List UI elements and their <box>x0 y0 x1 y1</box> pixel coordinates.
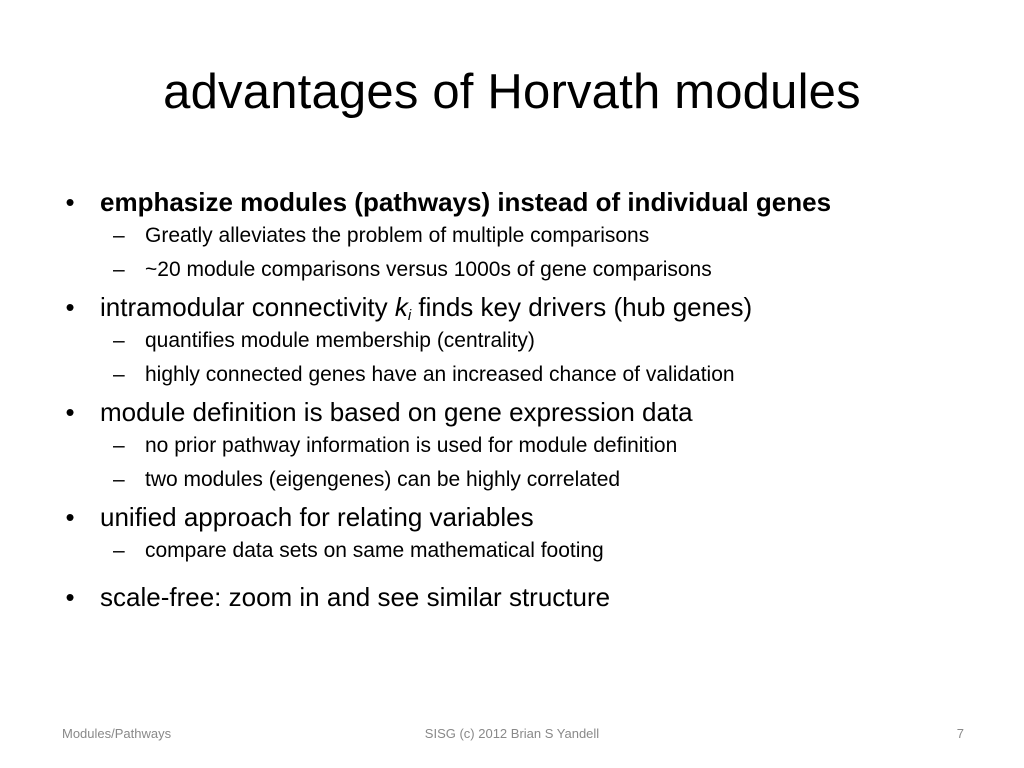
sub-marker: – <box>113 539 125 562</box>
sub-marker: – <box>113 224 125 247</box>
bullet-text-after: finds key drivers (hub genes) <box>411 292 753 322</box>
bullet-item <box>60 580 980 614</box>
sub-bullet-item <box>100 219 980 253</box>
sub-list <box>100 324 980 392</box>
bullet-marker: • <box>65 502 75 532</box>
sub-list <box>100 534 980 568</box>
sub-bullet-text: highly connected genes have an increased chance of validation <box>145 363 735 386</box>
bullet-item <box>60 185 980 287</box>
sub-bullet-item <box>100 253 980 287</box>
bullet-marker: • <box>65 187 75 217</box>
sub-bullet-item <box>100 324 980 358</box>
sub-marker: – <box>113 258 125 281</box>
bullet-marker: • <box>65 582 75 612</box>
bullet-marker: • <box>65 292 75 322</box>
sub-bullet-text: two modules (eigengenes) can be highly correlated <box>145 468 621 491</box>
footer-page-number: 7 <box>956 726 964 741</box>
sub-marker: – <box>113 363 125 386</box>
sub-marker: – <box>113 434 125 457</box>
bullet-marker: • <box>65 397 75 427</box>
footer-section-label: Modules/Pathways <box>62 726 172 741</box>
bullet-text: emphasize modules (pathways) instead of individual genes <box>100 187 832 217</box>
sub-marker: – <box>113 329 125 352</box>
bullet-item <box>60 290 980 392</box>
sub-list <box>100 219 980 287</box>
k-letter: k <box>394 292 408 322</box>
bullet-text: unified approach for relating variables <box>100 502 534 532</box>
sub-marker: – <box>113 468 125 491</box>
sub-bullet-item <box>100 358 980 392</box>
sub-bullet-text: compare data sets on same mathematical footing <box>145 539 604 562</box>
bullet-item <box>60 395 980 497</box>
ki-symbol <box>395 292 411 322</box>
sub-bullet-text: ~20 module comparisons versus 1000s of gene comparisons <box>145 258 712 281</box>
slide-title: advantages of Horvath modules <box>163 65 861 119</box>
sub-bullet-item <box>100 463 980 497</box>
sub-bullet-item <box>100 534 980 568</box>
sub-list <box>100 429 980 497</box>
bullet-item <box>60 500 980 568</box>
bullet-text: scale-free: zoom in and see similar structure <box>100 582 611 612</box>
bullet-text-before: intramodular connectivity <box>100 292 395 322</box>
slide-footer <box>0 724 1024 744</box>
bullet-text: module definition is based on gene expression data <box>100 397 693 427</box>
sub-bullet-text: quantifies module membership (centrality) <box>145 329 535 352</box>
bullet-text <box>100 292 752 322</box>
sub-bullet-text: Greatly alleviates the problem of multiple comparisons <box>145 224 650 247</box>
i-subscript: i <box>407 307 412 324</box>
footer-copyright: SISG (c) 2012 Brian S Yandell <box>424 726 600 741</box>
sub-bullet-text: no prior pathway information is used for module definition <box>145 434 678 457</box>
sub-bullet-item <box>100 429 980 463</box>
bullet-list <box>60 182 980 614</box>
